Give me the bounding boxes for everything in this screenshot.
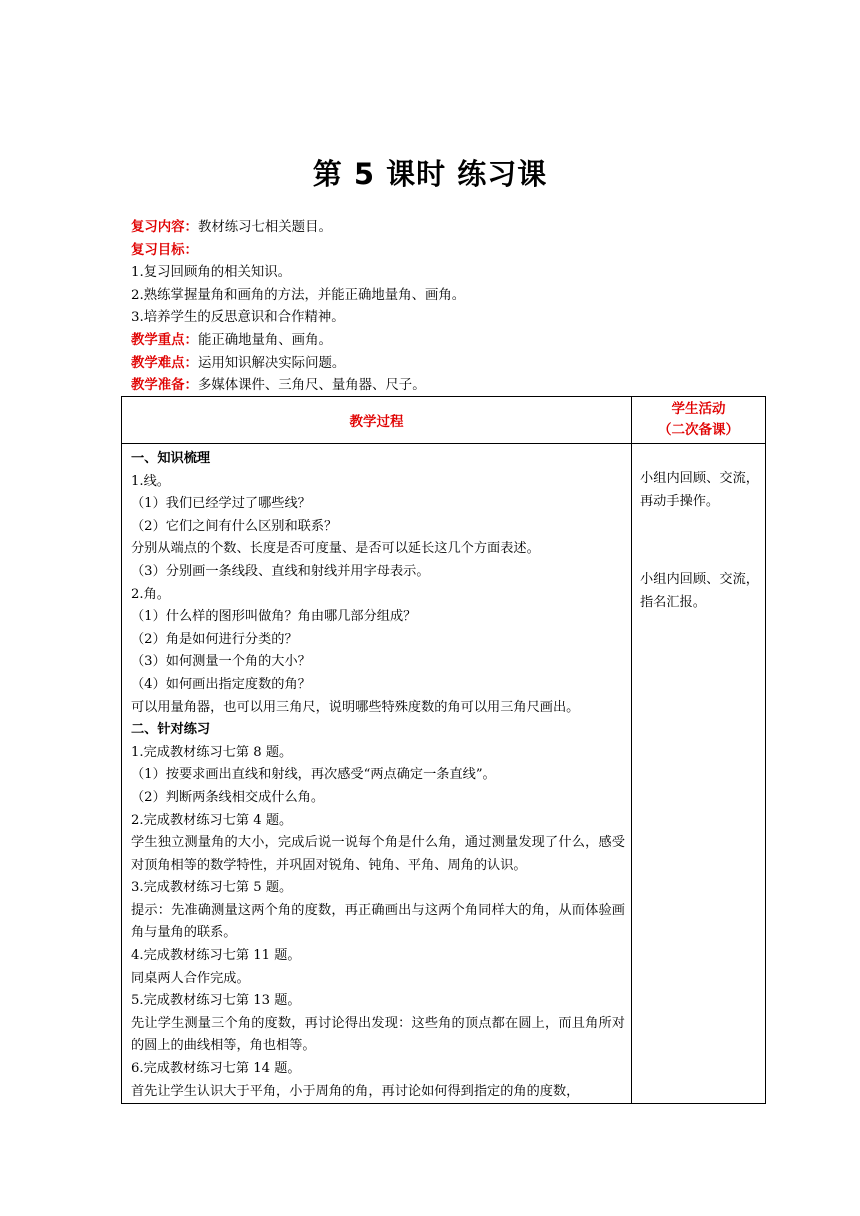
process-paragraph: 同桌两人合作完成。 <box>131 970 250 986</box>
table-body-row <box>122 444 766 1104</box>
process-paragraph: 学生独立测量角的大小，完成后说一说每个角是什么角，通过测量发现了什么，感受对顶角相等的数学特性，并巩固对锐角、钝角、平角、周角的认识。 <box>131 835 625 873</box>
activity-note: 小组内回顾、交流，再动手操作。 <box>640 471 759 509</box>
process-paragraph: （2）角是如何进行分类的？ <box>131 631 298 647</box>
process-paragraph: 分别从端点的个数、长度是否可度量、是否可以延长这几个方面表述。 <box>131 541 540 557</box>
header-activity-line1: 学生活动 <box>671 401 726 417</box>
difficulty-label: 教学难点： <box>131 355 198 371</box>
activity-cell <box>632 444 766 1104</box>
review-content-text: 教材练习七相关题目。 <box>197 220 332 235</box>
header-activity <box>632 397 766 444</box>
process-paragraph: 可以用量角器，也可以用三角尺，说明哪些特殊度数的角可以用三角尺画出。 <box>131 699 580 715</box>
process-paragraph: （2）判断两条线相交成什么角。 <box>131 789 325 805</box>
review-goal-line <box>131 240 771 263</box>
process-paragraph: 首先让学生认识大于平角，小于周角的角，再讨论如何得到指定的角的度数， <box>131 1083 580 1099</box>
prep-label: 教学准备： <box>131 378 198 394</box>
review-content-line <box>131 217 771 240</box>
process-paragraph: 6.完成教材练习七第 14 题。 <box>131 1061 301 1077</box>
process-paragraph: 2.完成教材练习七第 4 题。 <box>131 812 293 828</box>
process-paragraph: 2.角。 <box>131 586 170 602</box>
activity-note: 小组内回顾、交流，指名汇报。 <box>640 572 759 610</box>
process-paragraph: （2）它们之间有什么区别和联系？ <box>131 518 338 534</box>
key-point-label: 教学重点： <box>131 332 198 348</box>
process-paragraph: （1）什么样的图形叫做角？角由哪几部分组成？ <box>131 609 417 625</box>
review-content-label: 复习内容： <box>131 220 198 235</box>
process-paragraph: 先让学生测量三个角的度数，再讨论得出发现：这些角的顶点都在圆上，而且角所对的圆上的曲线相等，角也相等。 <box>131 1015 625 1054</box>
difficulty-text: 运用知识解决实际问题。 <box>197 355 346 371</box>
key-point-text: 能正确地量角、画角。 <box>197 332 332 348</box>
process-paragraph: 3.完成教材练习七第 5 题。 <box>131 880 293 896</box>
lesson-meta <box>131 217 771 398</box>
process-paragraph: （3）分别画一条线段、直线和射线并用字母表示。 <box>131 563 430 579</box>
difficulty-line <box>131 353 771 376</box>
section-heading: 二、针对练习 <box>131 722 211 738</box>
prep-text: 多媒体课件、三角尺、量角器、尺子。 <box>197 378 426 394</box>
process-paragraph: （4）如何画出指定度数的角？ <box>131 676 311 692</box>
key-point-line <box>131 330 771 353</box>
goal-item: 1.复习回顾角的相关知识。 <box>131 265 292 281</box>
process-paragraph: 提示：先准确测量这两个角的度数，再正确画出与这两个角同样大的角，从而体验画角与量角的联系。 <box>131 902 625 941</box>
process-paragraph: 5.完成教材练习七第 13 题。 <box>131 993 301 1009</box>
process-paragraph: 4.完成教材练习七第 11 题。 <box>131 948 301 964</box>
goal-item: 3.培养学生的反思意识和合作精神。 <box>131 310 345 326</box>
review-goal-label: 复习目标： <box>131 242 198 258</box>
page-title: 第 5 课时 练习课 <box>312 157 548 191</box>
process-paragraph: （1）按要求画出直线和射线，再次感受“两点确定一条直线”。 <box>131 767 496 783</box>
goal-item: 2.熟练掌握量角和画角的方法，并能正确地量角、画角。 <box>131 287 466 303</box>
lesson-table <box>121 396 766 1104</box>
prep-line <box>131 375 771 398</box>
header-activity-line2: （二次备课） <box>658 422 739 438</box>
table-header-row <box>122 397 766 444</box>
process-paragraph: 1.线。 <box>131 473 170 489</box>
header-process: 教学过程 <box>122 397 632 444</box>
process-cell <box>122 444 632 1104</box>
process-paragraph: 1.完成教材练习七第 8 题。 <box>131 744 293 760</box>
process-paragraph: （3）如何测量一个角的大小？ <box>131 654 311 670</box>
process-paragraph: （1）我们已经学过了哪些线？ <box>131 496 311 512</box>
section-heading: 一、知识梳理 <box>131 451 211 466</box>
process-lines <box>131 448 625 1103</box>
